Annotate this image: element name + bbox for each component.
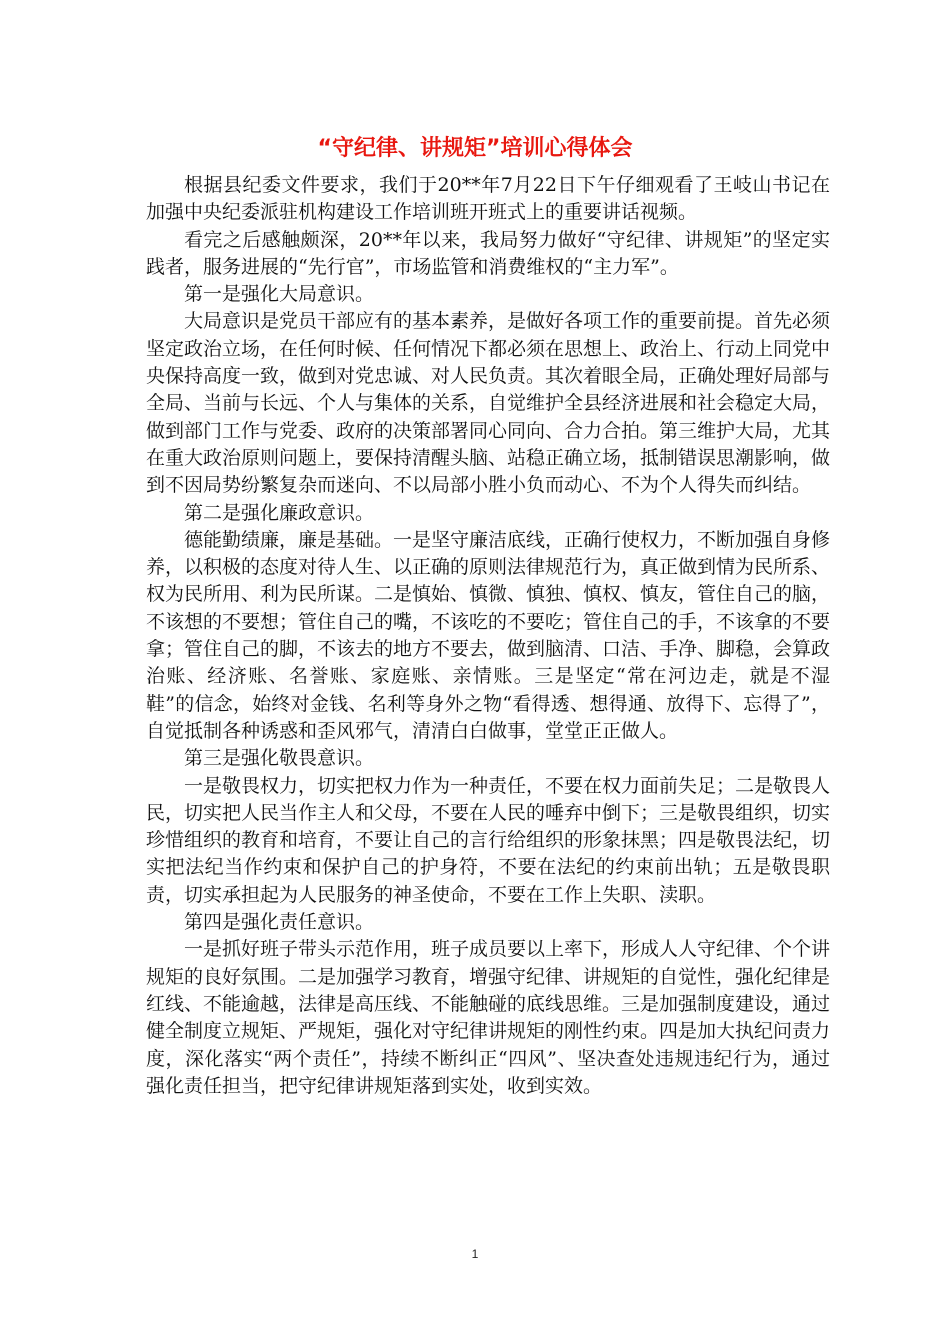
paragraph-intro: 根据县纪委文件要求，我们于20**年7月22日下午仔细观看了王岐山书记在加强中央纪委派驻机构建设工作培训班开班式上的重要讲话视频。 (146, 174, 830, 224)
section-heading-4: 第四是强化责任意识。 (184, 911, 375, 934)
section-heading-2: 第二是强化廉政意识。 (184, 501, 375, 524)
page-number: 1 (471, 1247, 479, 1261)
paragraph-section-3: 一是敬畏权力，切实把权力作为一种责任，不要在权力面前失足；二是敬畏人民，切实把人民当作主人和父母，不要在人民的唾弃中倒下；三是敬畏组织，切实珍惜组织的教育和培育，不要让自己的言行给组织的形象抹黑；四是敬畏法纪，切实把法纪当作约束和保护自己的护身符，不要在法纪的约束前出轨；五是敬畏职责，切实承担起为人民服务的神圣使命，不要在工作上失职、渎职。 (146, 774, 831, 906)
paragraph-section-2: 德能勤绩廉，廉是基础。一是坚守廉洁底线，正确行使权力，不断加强自身修养，以积极的态度对待人生、以正确的原则法律规范行为，真正做到情为民所系、权为民所用、利为民所谋。二是慎始、慎微、慎独、慎权、慎友，管住自己的脑，不该想的不要想；管住自己的嘴，不该吃的不要吃；管住自己的手，不该拿的不要拿；管住自己的脚，不该去的地方不要去，做到脑清、口洁、手净、脚稳，会算政治账、经济账、名誉账、家庭账、亲情账。三是坚定“常在河边走，就是不湿鞋”的信念，始终对金钱、名利等身外之物“看得透、想得通、放得下、忘得了”，自觉抵制各种诱惑和歪风邪气，清清白白做事，堂堂正正做人。 (146, 528, 831, 742)
paragraph-section-4: 一是抓好班子带头示范作用，班子成员要以上率下，形成人人守纪律、个个讲规矩的良好氛围。二是加强学习教育，增强守纪律、讲规矩的自觉性，强化纪律是红线、不能逾越，法律是高压线、不能触碰的底线思维。三是加强制度建设，通过健全制度立规矩、严规矩，强化对守纪律讲规矩的刚性约束。四是加大执纪问责力度，深化落实“两个责任”，持续不断纠正“四风”、坚决查处违规违纪行为，通过强化责任担当，把守纪律讲规矩落到实处，收到实效。 (146, 938, 831, 1097)
document-body (146, 172, 830, 1100)
section-heading-1: 第一是强化大局意识。 (184, 283, 375, 306)
paragraph-summary: 看完之后感触颇深，20**年以来，我局努力做好“守纪律、讲规矩”的坚定实践者，服务进展的“先行官”，市场监管和消费维权的“主力军”。 (146, 228, 830, 278)
section-heading-3: 第三是强化敬畏意识。 (184, 747, 375, 770)
document-title: “守纪律、讲规矩”培训心得体会 (317, 136, 633, 161)
paragraph-section-1: 大局意识是党员干部应有的基本素养，是做好各项工作的重要前提。首先必须坚定政治立场，在任何时候、任何情况下都必须在思想上、政治上、行动上同党中央保持高度一致，做到对党忠诚、对人民负责。其次着眼全局，正确处理好局部与全局、当前与长远、个人与集体的关系，自觉维护全县经济进展和社会稳定大局，做到部门工作与党委、政府的决策部署同心同向、合力合拍。第三维护大局，尤其在重大政治原则问题上，要保持清醒头脑、站稳正确立场，抵制错误思潮影响，做到不因局势纷繁复杂而迷向、不以局部小胜小负而动心、不为个人得失而纠结。 (146, 310, 831, 497)
